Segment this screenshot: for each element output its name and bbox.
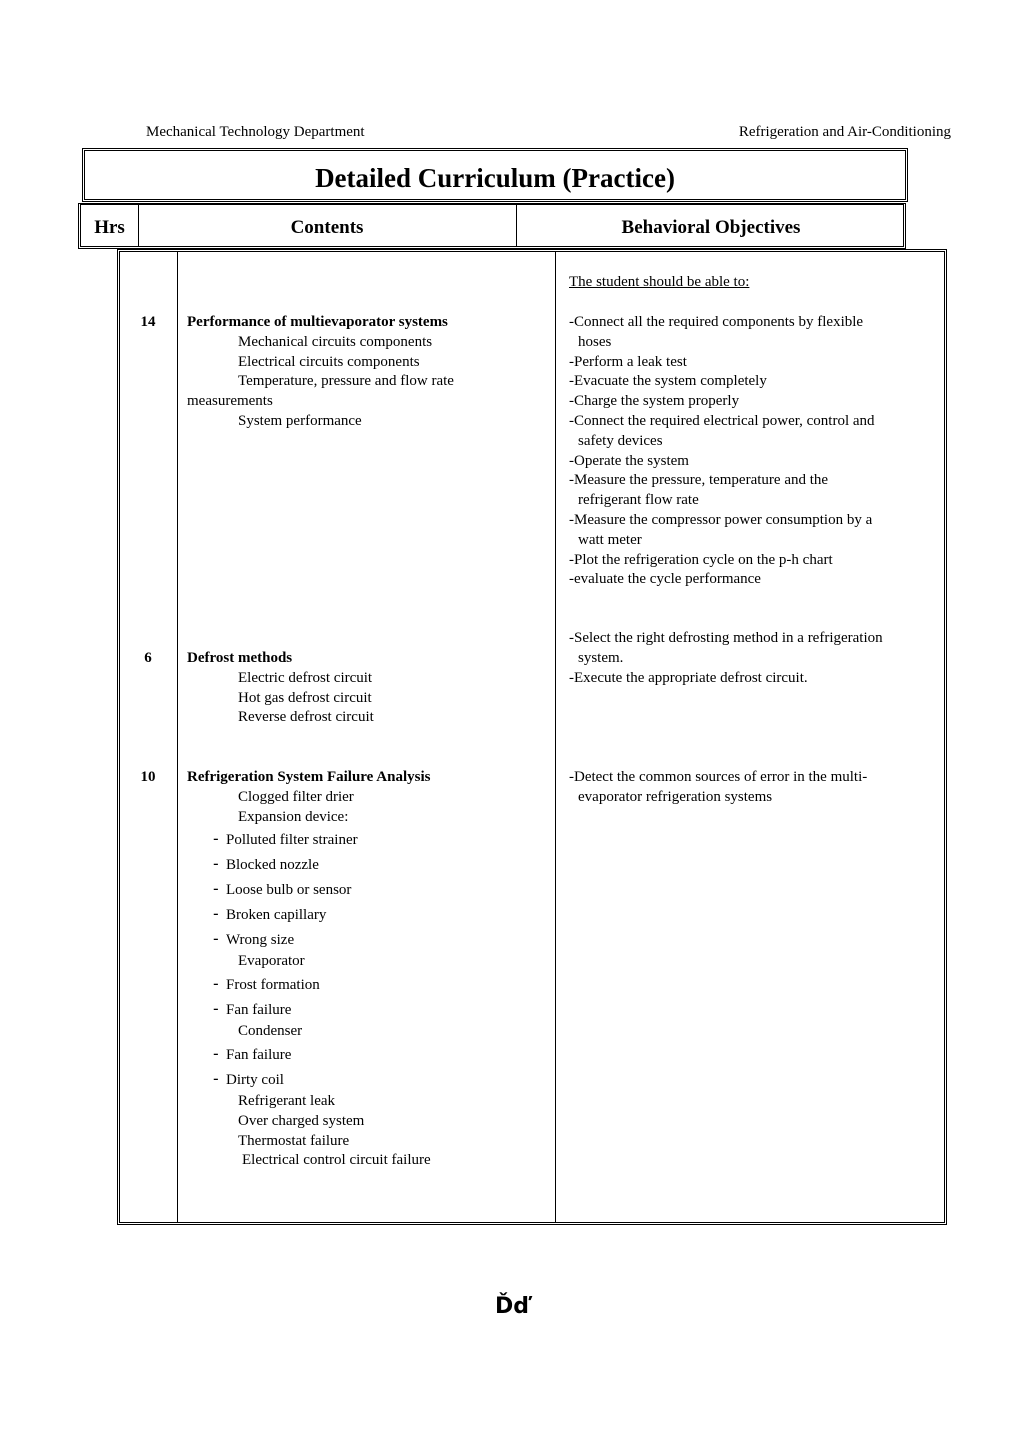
objective-line: system. [578,649,624,666]
content-item: Evaporator [238,953,305,970]
content-item: Frost formation [226,977,320,994]
content-item: Fan failure [226,1002,292,1019]
table-header [78,203,906,249]
dash-marker: - [213,974,219,994]
content-item: Condenser [238,1023,303,1040]
title-box [82,148,908,202]
dash-item [187,927,431,952]
objective-line: -Evacuate the system completely [569,373,767,390]
section-1-objectives [569,313,875,590]
content-item: Blocked nozzle [226,857,319,874]
objective-line: safety devices [578,432,663,449]
dash-marker: - [213,999,219,1019]
column-header-hrs: Hrs [94,217,125,238]
objective-line: -Perform a leak test [569,353,687,370]
dash-marker: - [213,854,219,874]
dash-item [187,1067,431,1092]
content-item: measurements [187,393,273,410]
page-number: Ďď [494,1294,529,1319]
content-item: Clogged filter drier [238,788,354,805]
objective-line: -Measure the pressure, temperature and the [569,472,829,489]
content-item: Expansion device: [238,808,349,825]
dash-item [187,972,431,997]
objective-line: -Plot the refrigeration cycle on the p-h chart [569,551,833,568]
content-item: Electrical circuits components [238,353,420,370]
dash-item [187,997,431,1022]
header-department: Mechanical Technology Department [146,124,365,140]
dash-item [187,827,431,852]
objectives-intro: The student should be able to: [569,274,750,290]
objective-line: -Operate the system [569,452,689,469]
section-3-contents [187,768,431,1171]
section-2-objectives [569,629,883,688]
dash-marker: - [213,929,219,949]
content-item: Refrigerant leak [238,1092,336,1109]
objective-line: -Detect the common sources of error in the multi- [569,769,868,785]
content-item: Electric defrost circuit [238,669,373,686]
content-item: Electrical control circuit failure [242,1152,431,1169]
content-item: Broken capillary [226,907,327,924]
hours-value: 6 [144,650,152,666]
dash-marker: - [213,829,219,849]
header-subject: Refrigeration and Air-Conditioning [738,124,951,140]
objective-line: -Measure the compressor power consumption by a [569,511,873,528]
objective-line: -Charge the system properly [569,393,740,410]
objective-line: refrigerant flow rate [578,492,699,509]
section-1-contents [187,313,454,432]
column-divider [177,252,178,1222]
content-item: Polluted filter strainer [226,832,358,849]
column-header-objectives: Behavioral Objectives [621,217,801,238]
section-title: Performance of multievaporator systems [187,314,448,330]
dash-item [187,852,431,877]
dash-marker: - [213,1068,219,1088]
content-item: Fan failure [226,1046,292,1063]
dash-marker: - [213,1043,219,1063]
objective-line: evaporator refrigeration systems [578,788,773,805]
column-divider [555,252,556,1222]
page-title: Detailed Curriculum (Practice) [315,163,675,193]
objective-line: hoses [578,333,612,350]
hours-value: 10 [140,769,156,785]
section-3-objectives [569,768,867,808]
section-2-contents [187,649,374,728]
content-item: Loose bulb or sensor [226,882,352,899]
content-item: System performance [238,412,362,429]
objective-line: -Select the right defrosting method in a refrigeration [569,630,883,646]
section-title: Defrost methods [187,650,293,666]
dash-item [187,877,431,902]
content-item: Thermostat failure [238,1132,350,1149]
content-item: Over charged system [238,1112,365,1129]
content-item: Wrong size [226,932,295,949]
objective-line: -Connect all the required components by flexible [569,314,864,330]
content-item: Mechanical circuits components [238,333,433,350]
column-header-contents: Contents [290,217,364,238]
objective-line: watt meter [578,531,642,548]
hours-value: 14 [140,314,156,330]
dash-marker: - [213,904,219,924]
content-item: Reverse defrost circuit [238,709,374,726]
content-item: Temperature, pressure and flow rate [238,373,454,390]
dash-marker: - [213,879,219,899]
content-item: Hot gas defrost circuit [238,689,372,706]
dash-item [187,1042,431,1067]
objective-line: -Execute the appropriate defrost circuit. [569,669,808,686]
section-title: Refrigeration System Failure Analysis [187,769,431,785]
dash-item [187,902,431,927]
content-item: Dirty coil [226,1071,284,1088]
objective-line: -Connect the required electrical power, control and [569,412,875,429]
objective-line: -evaluate the cycle performance [569,571,761,588]
